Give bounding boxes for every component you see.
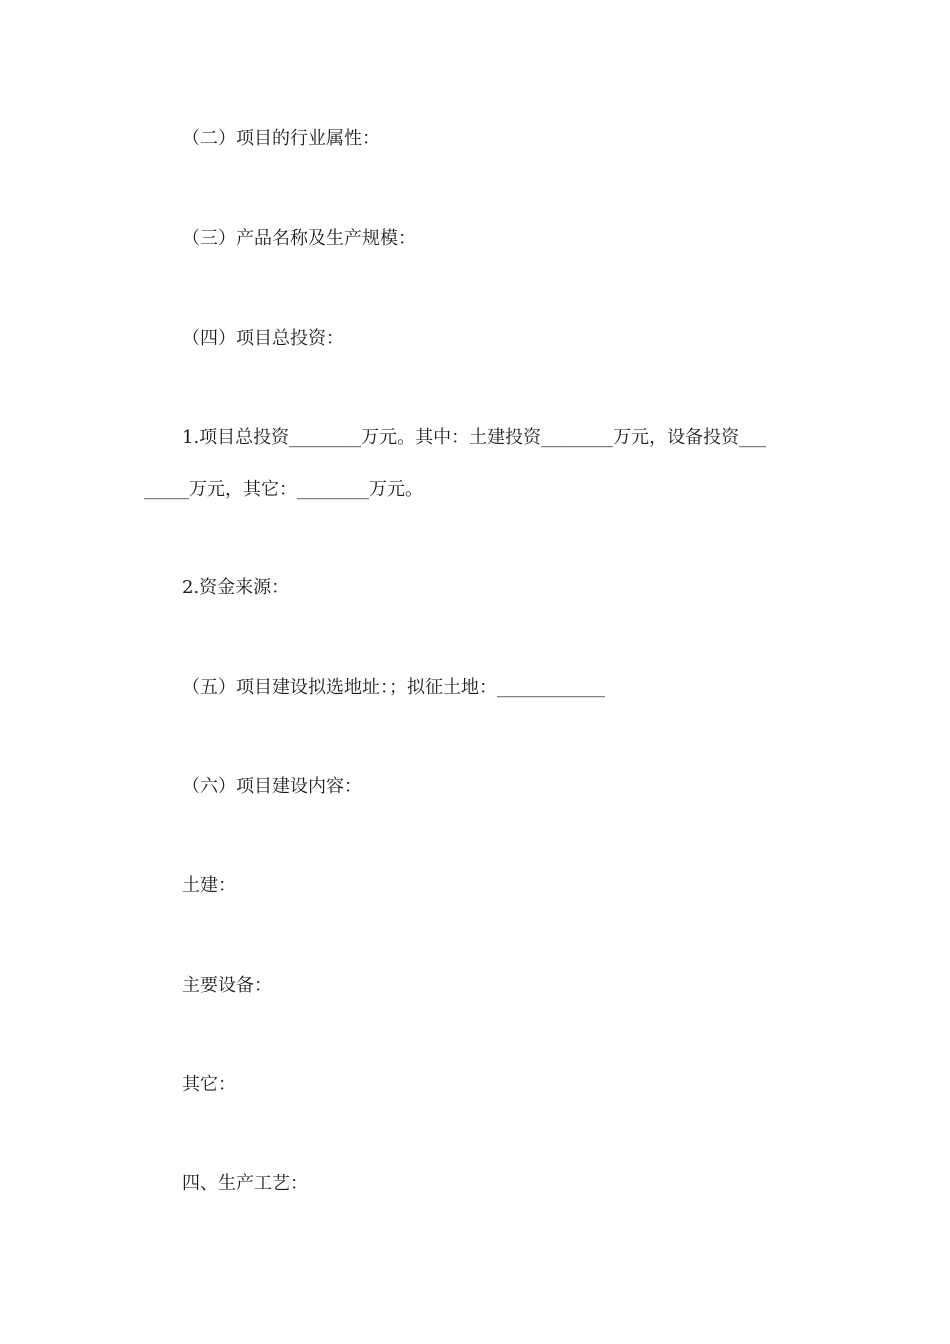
section-construction-content: （六）项目建设内容： bbox=[182, 776, 362, 797]
investment-detail-line-2: _____万元，其它：________万元。 bbox=[144, 479, 423, 500]
section-industry-attribute: （二）项目的行业属性： bbox=[182, 128, 380, 149]
funding-source: 2.资金来源： bbox=[182, 577, 290, 598]
section-product-name-scale: （三）产品名称及生产规模： bbox=[182, 228, 416, 249]
other-item: 其它： bbox=[182, 1074, 236, 1095]
section-total-investment: （四）项目总投资： bbox=[182, 328, 344, 349]
section-proposed-site: （五）项目建设拟选地址：；拟征土地：____________ bbox=[182, 677, 605, 698]
investment-detail-line-1: 1.项目总投资________万元。其中：土建投资________万元，设备投资___ bbox=[182, 427, 767, 448]
civil-construction-item: 土建： bbox=[182, 875, 236, 896]
main-equipment-item: 主要设备： bbox=[182, 975, 272, 996]
section-production-process: 四、生产工艺： bbox=[182, 1173, 308, 1194]
